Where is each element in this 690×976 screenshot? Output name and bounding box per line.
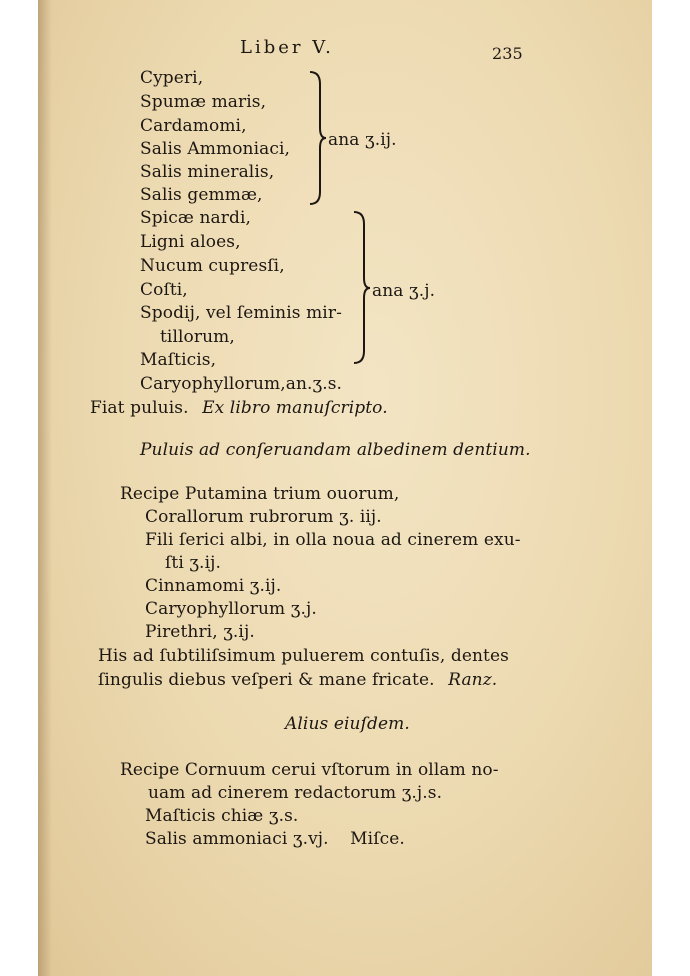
recipe-line: Caryophyllorum ʒ.j. (145, 599, 317, 619)
recipe-line: Recipe Putamina trium ouorum, (120, 484, 400, 504)
recipe-line: Maſticis chiæ ʒ.s. (145, 806, 299, 826)
recipe-line: Cinnamomi ʒ.ij. (145, 576, 282, 596)
recipe-line: Recipe Cornuum cerui vſtorum in ollam no- (120, 760, 499, 780)
ingredient-line: Cyperi, (140, 68, 204, 88)
ingredient-line: Cardamomi, (140, 116, 247, 136)
recipe-instruction: Miſce. (350, 829, 405, 849)
ingredient-line: Coſti, (140, 280, 188, 300)
dose-label: ana ʒ.ij. (328, 130, 397, 150)
running-title: Liber V. (240, 37, 334, 58)
ingredient-line: Salis gemmæ, (140, 185, 263, 205)
dose-label: ana ʒ.j. (372, 281, 436, 301)
ingredient-line: tillorum, (160, 327, 235, 347)
ingredient-line: Maſticis, (140, 350, 217, 370)
recipe-line: Fili ſerici albi, in olla noua ad cinerem exu- (145, 530, 521, 550)
ingredient-line: Spicæ nardi, (140, 208, 252, 228)
ingredient-line: Spumæ maris, (140, 92, 267, 112)
recipe-title: Alius eiuſdem. (285, 714, 410, 734)
brace-mark (352, 210, 372, 365)
ingredient-line: Nucum cupresſi, (140, 256, 285, 276)
source-citation: Ex libro manuſcripto. (202, 398, 388, 418)
author-citation: Ranz. (448, 670, 498, 690)
instruction-line (98, 670, 497, 690)
ingredient-line: Salis Ammoniaci, (140, 139, 291, 159)
ingredient-line: Ligni aloes, (140, 232, 241, 252)
ingredient-line: Caryophyllorum,an.ʒ.s. (140, 374, 343, 394)
recipe-text: Salis ammoniaci ʒ.vj. (145, 829, 329, 849)
instruction-text: ſingulis diebus veſperi & mane fricate. (98, 670, 435, 690)
closing-text: Fiat puluis. (90, 398, 189, 418)
recipe-title: Puluis ad conſeruandam albedinem dentium. (140, 440, 531, 460)
recipe-line (145, 829, 405, 849)
page-number: 235 (492, 44, 523, 63)
brace-mark (306, 70, 326, 206)
instruction-line: His ad ſubtiliſsimum puluerem contuſis, dentes (98, 646, 509, 666)
ingredient-line: Salis mineralis, (140, 162, 275, 182)
recipe-line: Pirethri, ʒ.ij. (145, 622, 255, 642)
page-edge-shadow (38, 0, 52, 976)
recipe-line: ſti ʒ.ij. (165, 553, 221, 573)
ingredient-line: Spodij, vel ſeminis mir- (140, 303, 342, 323)
closing-line (90, 398, 388, 418)
recipe-line: Corallorum rubrorum ʒ. iij. (145, 507, 382, 527)
recipe-line: uam ad cinerem redactorum ʒ.j.s. (148, 783, 443, 803)
